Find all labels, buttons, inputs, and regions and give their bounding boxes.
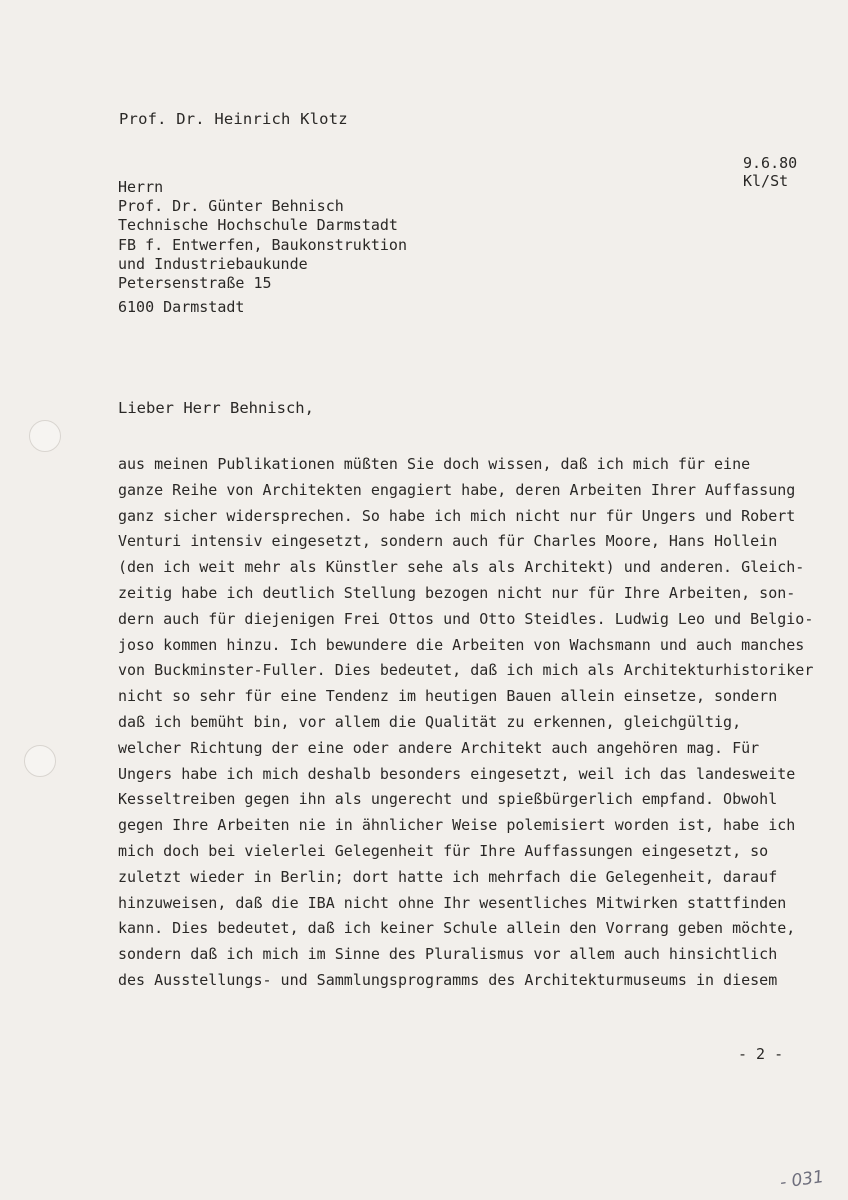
address-line: FB f. Entwerfen, Baukonstruktion [118,235,407,254]
archive-number-handwritten: - 031 [778,1167,826,1193]
letter-date: 9.6.80 [743,154,798,172]
body-line: (den ich weit mehr als Künstler sehe als als Architekt) und anderen. Gleich- [118,558,805,577]
address-line: Herrn [118,178,164,196]
date-reference-block [743,154,797,190]
body-line: ganze Reihe von Architekten engagiert habe, deren Arbeiten Ihrer Auffassung [118,480,796,499]
reference-code: Kl/St [743,172,789,190]
body-line: des Ausstellungs- und Sammlungsprogramms des Architekturmuseums in diesem [118,970,778,989]
body-line: sondern daß ich mich im Sinne des Pluralismus vor allem auch hinsichtlich [118,945,778,964]
punch-hole-bottom [24,745,56,777]
address-line: Technische Hochschule Darmstadt [118,216,398,235]
address-line: Petersenstraße 15 [118,274,272,293]
address-line: Prof. Dr. Günter Behnisch [118,197,344,216]
body-line: zeitig habe ich deutlich Stellung bezogen nicht nur für Ihre Arbeiten, son- [118,583,796,602]
body-line: daß ich bemüht bin, vor allem die Qualität zu erkennen, gleichgültig, [118,712,742,731]
address-line: und Industriebaukunde [118,254,308,273]
body-line: nicht so sehr für eine Tendenz im heutigen Bauen allein einsetze, sondern [118,687,778,706]
body-line: dern auch für diejenigen Frei Ottos und Otto Steidles. Ludwig Leo und Belgio- [118,609,814,628]
body-line: Ungers habe ich mich deshalb besonders eingesetzt, weil ich das landesweite [118,764,796,783]
body-line: Kesseltreiben gegen ihn als ungerecht und spießbürgerlich empfand. Obwohl [118,790,778,809]
body-line: gegen Ihre Arbeiten nie in ähnlicher Weise polemisiert worden ist, habe ich [118,816,796,835]
recipient-address [118,178,407,293]
letter-body [118,452,814,994]
body-line: von Buckminster-Fuller. Dies bedeutet, daß ich mich als Architekturhistoriker [118,661,814,680]
body-line: ganz sicher widersprechen. So habe ich mich nicht nur für Ungers und Robert [118,506,796,525]
sender-name: Prof. Dr. Heinrich Klotz [119,110,348,128]
body-line: joso kommen hinzu. Ich bewundere die Arbeiten von Wachsmann und auch manches [118,635,805,654]
punch-hole-top [29,420,61,452]
body-line: zuletzt wieder in Berlin; dort hatte ich mehrfach die Gelegenheit, darauf [118,867,778,886]
body-line: welcher Richtung der eine oder andere Architekt auch angehören mag. Für [118,738,760,757]
body-line: hinzuweisen, daß die IBA nicht ohne Ihr wesentliches Mitwirken stattfinden [118,893,787,912]
recipient-city: 6100 Darmstadt [118,298,245,316]
body-line: aus meinen Publikationen müßten Sie doch wissen, daß ich mich für eine [118,455,751,473]
body-line: mich doch bei vielerlei Gelegenheit für Ihre Auffassungen eingesetzt, so [118,841,769,860]
salutation: Lieber Herr Behnisch, [118,399,314,417]
body-line: Venturi intensiv eingesetzt, sondern auch für Charles Moore, Hans Hollein [118,532,778,551]
page-continuation-marker: - 2 - [738,1045,784,1063]
body-line: kann. Dies bedeutet, daß ich keiner Schule allein den Vorrang geben möchte, [118,919,796,938]
